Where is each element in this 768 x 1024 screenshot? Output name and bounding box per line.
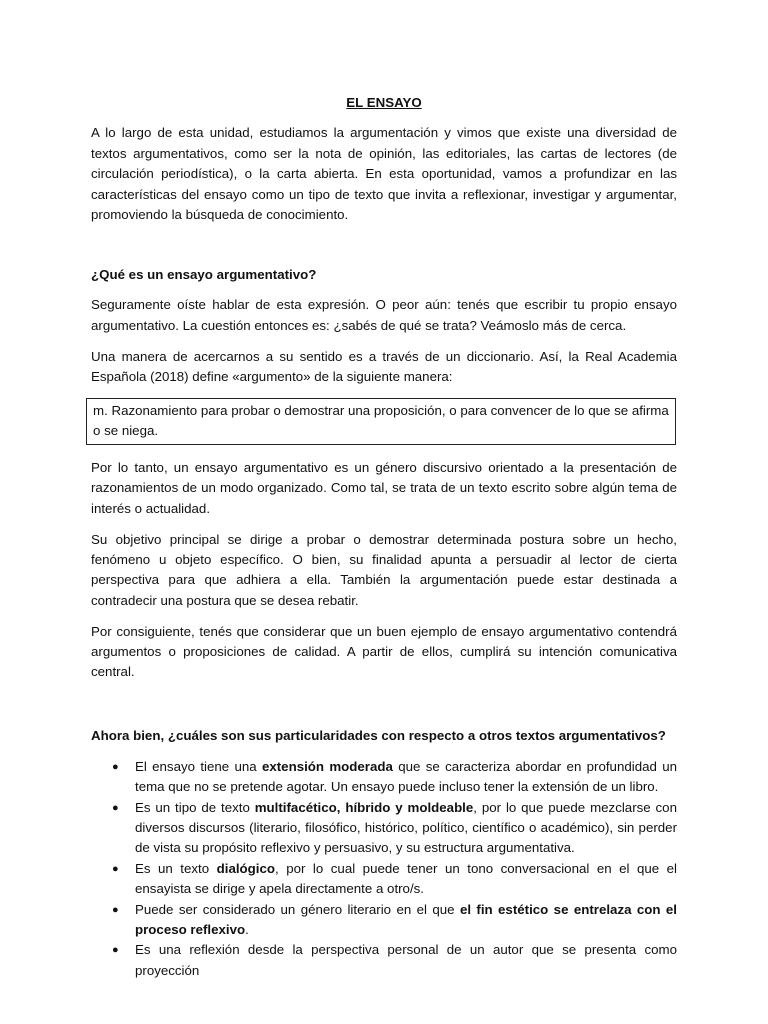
list-item-text: , por lo cual puede tener un tono conversacional en el que el ensayista se dirige y apela directamente a otro/s. — [135, 860, 677, 897]
list-item-text: El ensayo tiene una — [135, 758, 262, 774]
paragraph-1: Seguramente oíste hablar de esta expresión. O peor aún: tenés que escribir tu propio ensayo argumentativo. La cuestión entonces es: ¿sabés de qué se trata? Veámoslo más de cerca. — [91, 297, 677, 333]
list-item-text: Puede ser considerado un género literario en el que — [135, 901, 460, 917]
paragraph-2: Una manera de acercarnos a su sentido es a través de un diccionario. Así, la Real Academia Española (2018) define «argumento» de la siguiente manera: — [91, 348, 677, 385]
spacer — [91, 693, 677, 726]
list-item — [91, 859, 677, 900]
paragraph-3: Por lo tanto, un ensayo argumentativo es un género discursivo orientado a la presentación de razonamientos de un modo organizado. Como tal, se trata de un texto escrito sobre algún tema de interés o actualidad. — [91, 459, 677, 516]
section-heading-particularities: Ahora bien, ¿cuáles son sus particularidades con respecto a otros textos argumentativos? — [91, 728, 666, 744]
list-item — [91, 900, 677, 941]
list-item — [91, 798, 677, 859]
characteristics-list — [91, 757, 677, 981]
intro-paragraph: A lo largo de esta unidad, estudiamos la argumentación y vimos que existe una diversidad de textos argumentativos, como ser la nota de opinión, las editoriales, las cartas de lectores (de circulación periodística), o la carta abierta. En esta oportunidad, vamos a profundizar en las características del ensayo como un tipo de texto que invita a reflexionar, investigar y argumentar, promoviendo la búsqueda de conocimiento. — [91, 125, 677, 223]
document-page — [91, 93, 677, 981]
section-heading-what-is: ¿Qué es un ensayo argumentativo? — [91, 266, 317, 282]
list-item-bold: multifacético, híbrido y moldeable — [254, 799, 474, 815]
list-item-text: que se caracteriza abordar en profundidad un tema que no se pretende agotar. Un ensayo puede incluso tener la extensión de un libro. — [135, 758, 677, 795]
definition-box: m. Razonamiento para probar o demostrar una proposición, o para convencer de lo que se afirma o se niega. — [86, 398, 676, 445]
bullet-icon: ● — [112, 801, 119, 814]
list-item-bold: el fin estético se entrelaza con el proceso reflexivo — [135, 901, 677, 937]
document-title: EL ENSAYO — [346, 95, 422, 110]
bullet-icon: ● — [112, 760, 119, 773]
paragraph-4: Su objetivo principal se dirige a probar o demostrar determinada postura sobre un hecho, fenómeno u objeto específico. O bien, su finalidad apunta a persuadir al lector de cierta perspectiva para que adhiera a ella. También la argumentación puede estar destinada a contradecir una postura que se desea rebatir. — [91, 531, 677, 608]
list-item — [91, 757, 677, 798]
list-item-text: Es un texto — [135, 860, 217, 876]
paragraph-5: Por consiguiente, tenés que considerar que un buen ejemplo de ensayo argumentativo contendrá argumentos o proposiciones de calidad. A partir de ellos, cumplirá su intención comunicativa central. — [91, 623, 677, 680]
list-item-bold: extensión moderada — [261, 758, 393, 774]
list-item-bold: dialógico — [216, 860, 276, 876]
list-item-text: , por lo que puede mezclarse con diversos discursos (literario, filosófico, histórico, político, científico o académico), sin perder de vista su propósito reflexivo y persuasivo, y su estructura argumentativa. — [135, 799, 677, 856]
list-item-text: Es un tipo de texto — [135, 799, 255, 815]
bullet-icon: ● — [112, 862, 119, 875]
list-item-text: Es una reflexión desde la perspectiva personal de un autor que se presenta como proyección — [135, 942, 677, 978]
list-item-text: . — [245, 922, 249, 937]
bullet-icon: ● — [112, 903, 119, 916]
list-item — [91, 940, 677, 981]
bullet-icon: ● — [112, 944, 119, 957]
spacer — [91, 236, 677, 265]
